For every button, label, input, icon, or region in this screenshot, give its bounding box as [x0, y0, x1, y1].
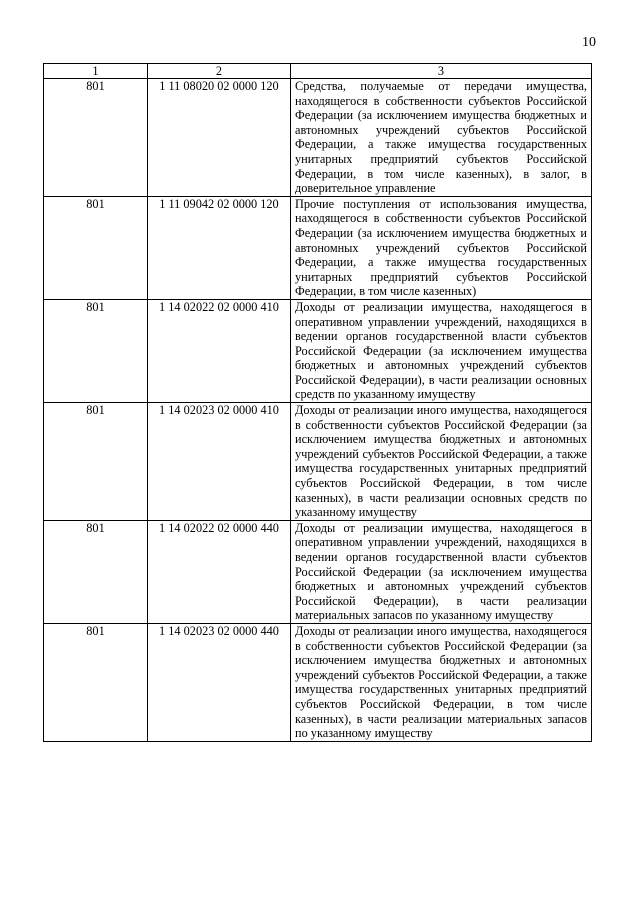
header-column-3: 3	[291, 64, 592, 79]
header-column-2: 2	[148, 64, 291, 79]
revenue-name-cell: Доходы от реализации имущества, находящегося в оперативном управлении учреждений, находящихся в ведении органов государственной власти субъектов Российской Федерации (за исключением имущества бюджетных и автономных учреждений субъектов Российской Федерации), в части реализации материальных запасов по указанному имуществу	[291, 520, 592, 623]
admin-code-cell: 801	[44, 299, 148, 402]
table-row	[44, 623, 592, 741]
revenue-code-cell: 1 11 09042 02 0000 120	[148, 196, 291, 299]
page-number: 10	[582, 35, 596, 50]
table-row	[44, 520, 592, 623]
revenue-name-cell: Прочие поступления от использования имущества, находящегося в собственности субъектов Российской Федерации (за исключением имущества бюджетных и автономных учреждений субъектов Российской Федерации, а также имущества государственных унитарных предприятий субъектов Российской Федерации, в том числе казенных)	[291, 196, 592, 299]
revenue-code-cell: 1 14 02022 02 0000 410	[148, 299, 291, 402]
table-row	[44, 403, 592, 521]
revenue-code-cell: 1 14 02023 02 0000 410	[148, 403, 291, 521]
revenue-codes-table	[43, 63, 592, 742]
revenue-code-cell: 1 11 08020 02 0000 120	[148, 79, 291, 197]
revenue-name-cell: Доходы от реализации иного имущества, находящегося в собственности субъектов Российской Федерации (за исключением имущества бюджетных и автономных учреждений субъектов Российской Федерации, а также имущества государственных унитарных предприятий субъектов Российской Федерации, в том числе казенных), в части реализации материальных запасов по указанному имуществу	[291, 623, 592, 741]
revenue-name-cell: Доходы от реализации иного имущества, находящегося в собственности субъектов Российской Федерации (за исключением имущества бюджетных и автономных учреждений субъектов Российской Федерации, а также имущества государственных унитарных предприятий субъектов Российской Федерации, в том числе казенных), в части реализации основных средств по указанному имуществу	[291, 403, 592, 521]
revenue-code-cell: 1 14 02022 02 0000 440	[148, 520, 291, 623]
admin-code-cell: 801	[44, 623, 148, 741]
header-column-1: 1	[44, 64, 148, 79]
admin-code-cell: 801	[44, 520, 148, 623]
admin-code-cell: 801	[44, 79, 148, 197]
admin-code-cell: 801	[44, 403, 148, 521]
revenue-name-cell: Средства, получаемые от передачи имущества, находящегося в собственности субъектов Российской Федерации (за исключением имущества бюджетных и автономных учреждений субъектов Российской Федерации, а также имущества государственных унитарных предприятий субъектов Российской Федерации, в том числе казенных), в залог, в доверительное управление	[291, 79, 592, 197]
table-row	[44, 79, 592, 197]
admin-code-cell: 801	[44, 196, 148, 299]
revenue-code-cell: 1 14 02023 02 0000 440	[148, 623, 291, 741]
table-row	[44, 196, 592, 299]
table-header-row	[44, 64, 592, 79]
revenue-name-cell: Доходы от реализации имущества, находящегося в оперативном управлении учреждений, находящихся в ведении органов государственной власти субъектов Российской Федерации (за исключением имущества бюджетных и автономных учреждений субъектов Российской Федерации), в части реализации основных средств по указанному имуществу	[291, 299, 592, 402]
table-row	[44, 299, 592, 402]
